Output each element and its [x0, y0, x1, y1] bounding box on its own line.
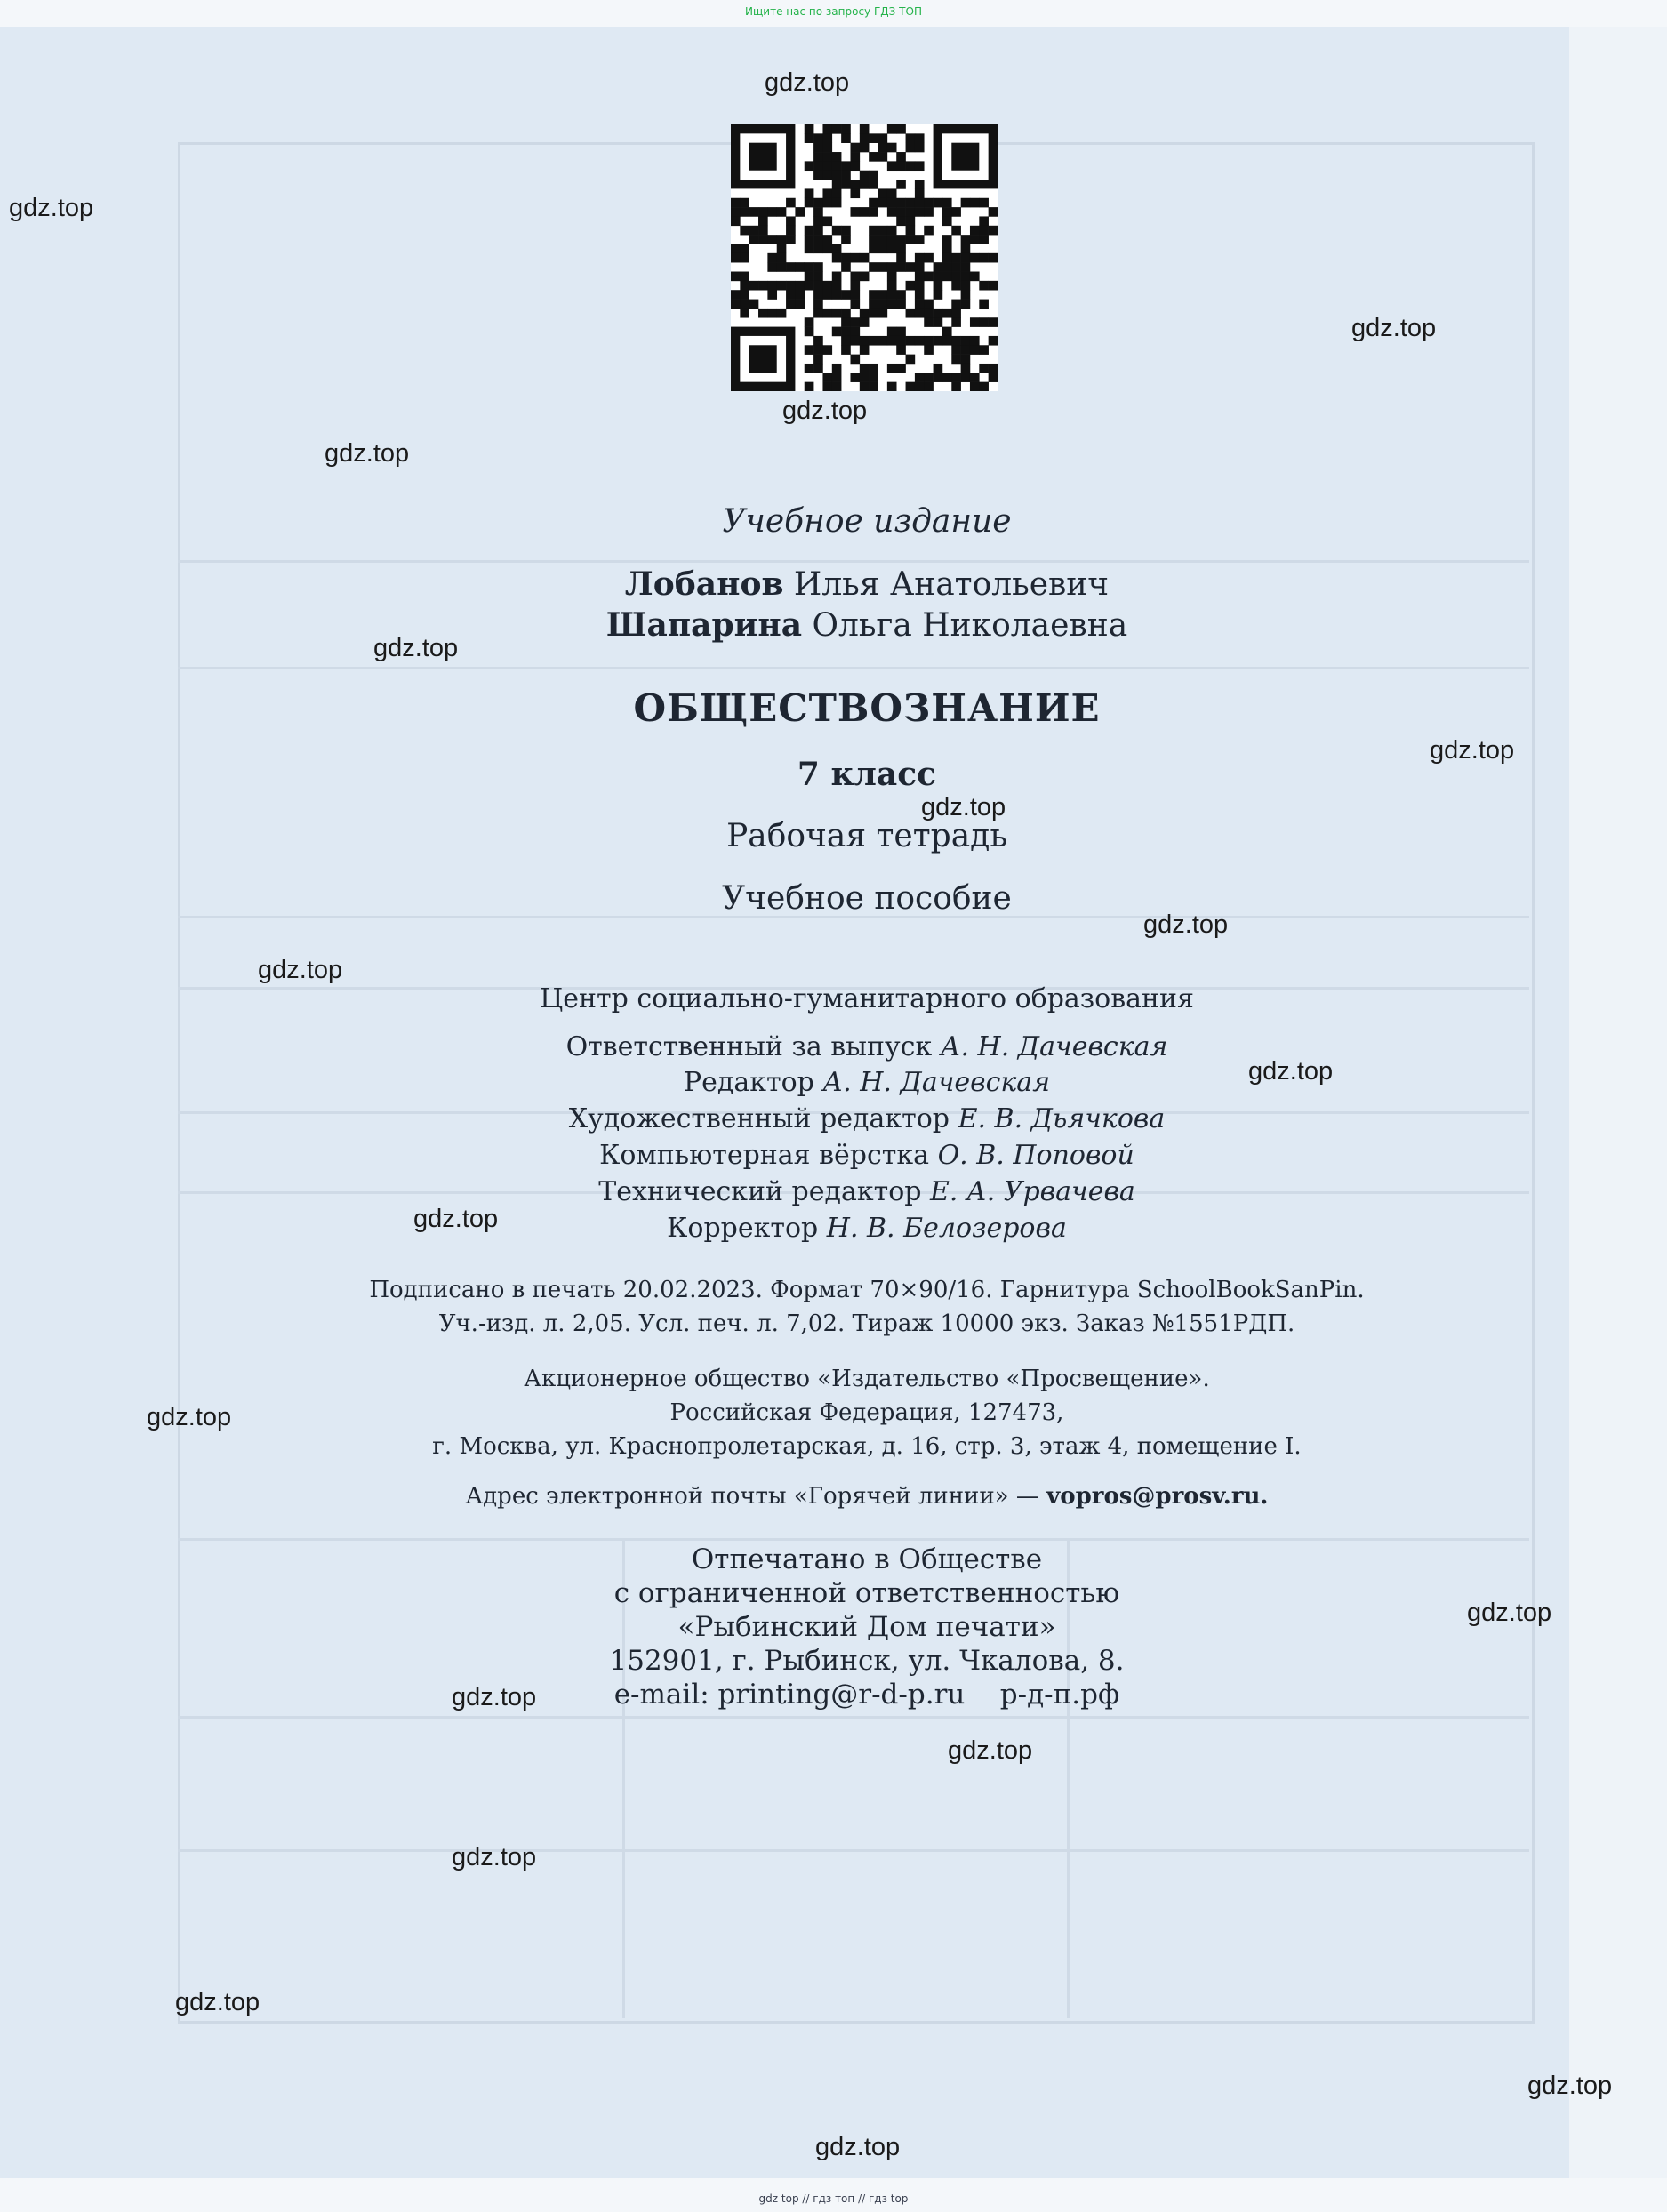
book-title: ОБЩЕСТВОЗНАНИЕ — [633, 686, 1101, 730]
author-1-surname: Лобанов — [624, 565, 784, 603]
credit-role: Ответственный за выпуск — [565, 1031, 933, 1062]
background-rule — [178, 1716, 1529, 1719]
print-info-1: Подписано в печать 20.02.2023. Формат 70×90/16. Гарнитура SchoolBookSanPin. — [369, 1277, 1365, 1303]
watermark: gdz.top — [1527, 2072, 1613, 2100]
watermark: gdz.top — [921, 793, 1006, 821]
publisher-line-1: Акционерное общество «Издательство «Просвещение». — [524, 1366, 1210, 1392]
credit-person: О. В. Поповой — [937, 1140, 1134, 1171]
education-center: Центр социально-гуманитарного образования — [540, 983, 1194, 1014]
watermark: gdz.top — [765, 68, 850, 97]
publisher-line-2: Российская Федерация, 127473, — [669, 1399, 1064, 1426]
background-rule — [178, 1849, 1529, 1852]
hotline-label: Адрес электронной почты «Горячей линии» — — [465, 1483, 1039, 1510]
printer-line: Отпечатано в Обществе — [691, 1543, 1043, 1575]
hotline-email[interactable]: vopros@prosv.ru. — [1046, 1483, 1269, 1510]
printer-email-line: e-mail: printing@r-d-p.ru р-д-п.рф — [613, 1679, 1120, 1711]
credit-role: Художественный редактор — [568, 1103, 950, 1134]
credit-role: Технический редактор — [598, 1176, 922, 1207]
watermark: gdz.top — [9, 194, 94, 222]
watermark: gdz.top — [175, 1988, 260, 2016]
publisher-line-3: г. Москва, ул. Краснопролетарская, д. 16, стр. 3, этаж 4, помещение I. — [432, 1433, 1302, 1460]
top-search-note: Ищите нас по запросу ГДЗ ТОП — [745, 5, 922, 18]
qr-code-icon — [731, 124, 998, 391]
watermark: gdz.top — [1467, 1599, 1552, 1627]
credit-person: Н. В. Белозерова — [826, 1213, 1067, 1244]
watermark: gdz.top — [1430, 736, 1515, 765]
watermark: gdz.top — [452, 1683, 537, 1711]
book-subtype: Учебное пособие — [722, 880, 1012, 917]
credit-role: Корректор — [667, 1213, 819, 1244]
author-1-name: Илья Анатольевич — [793, 566, 1110, 603]
background-rule — [178, 560, 1529, 563]
watermark: gdz.top — [413, 1205, 499, 1233]
page-edge — [1569, 27, 1667, 2178]
author-1 — [222, 565, 1511, 603]
grade: 7 класс — [797, 756, 937, 793]
watermark: gdz.top — [948, 1736, 1033, 1765]
background-rule — [622, 1538, 625, 2018]
edition-type: Учебное издание — [722, 503, 1012, 540]
printer-line: с ограниченной ответственностью — [613, 1577, 1120, 1609]
watermark: gdz.top — [325, 439, 410, 468]
background-rule — [178, 667, 1529, 669]
credit-line — [222, 1176, 1511, 1207]
background-rule — [178, 1538, 1529, 1541]
watermark: gdz.top — [1351, 314, 1437, 342]
credit-person: А. Н. Дачевская — [940, 1031, 1168, 1062]
printer-line: «Рыбинский Дом печати» — [677, 1611, 1056, 1643]
watermark: gdz.top — [1143, 910, 1229, 939]
credit-line — [222, 1103, 1511, 1134]
bottom-watermark-note: gdz top // гдз топ // гдз top — [758, 2192, 909, 2205]
credit-role: Компьютерная вёрстка — [599, 1140, 930, 1171]
credit-person: А. Н. Дачевская — [822, 1067, 1051, 1098]
watermark: gdz.top — [452, 1843, 537, 1871]
print-info-2: Уч.-изд. л. 2,05. Усл. печ. л. 7,02. Тираж 10000 экз. Заказ №1551РДП. — [438, 1310, 1295, 1337]
watermark: gdz.top — [815, 2133, 901, 2161]
watermark: gdz.top — [782, 397, 868, 425]
credit-line — [222, 1140, 1511, 1171]
hotline — [222, 1483, 1511, 1510]
author-2-name: Ольга Николаевна — [812, 607, 1128, 644]
book-type: Рабочая тетрадь — [726, 818, 1007, 854]
watermark: gdz.top — [147, 1403, 232, 1431]
watermark: gdz.top — [1248, 1057, 1334, 1086]
credit-person: Е. В. Дьячкова — [958, 1103, 1166, 1134]
watermark: gdz.top — [258, 956, 343, 984]
printer-line: 152901, г. Рыбинск, ул. Чкалова, 8. — [609, 1645, 1125, 1677]
qr-code[interactable] — [731, 124, 998, 391]
author-2-surname: Шапарина — [605, 606, 803, 644]
background-rule — [1067, 1538, 1070, 2018]
credit-person: Е. А. Урвачева — [930, 1176, 1135, 1207]
credit-role: Редактор — [683, 1067, 814, 1098]
watermark: gdz.top — [373, 634, 459, 662]
